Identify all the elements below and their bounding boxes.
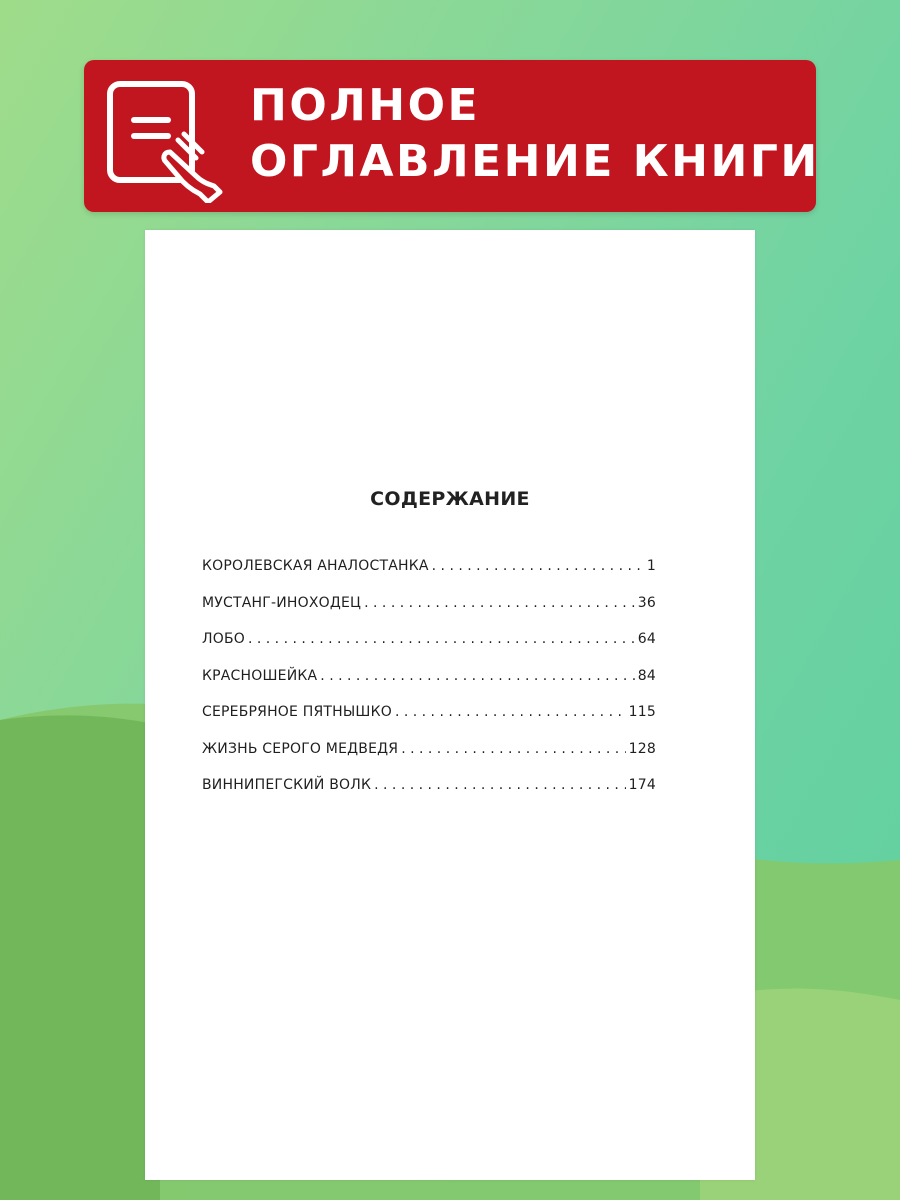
toc-entry-title: ВИННИПЕГСКИЙ ВОЛК (202, 777, 372, 793)
banner-title-line-1: ПОЛНОЕ (250, 80, 481, 131)
toc-entry[interactable] (202, 631, 656, 668)
banner-title (250, 78, 820, 190)
toc-entry-page: 84 (637, 667, 656, 684)
toc-entry[interactable] (202, 704, 656, 741)
header-banner (84, 60, 820, 212)
toc-entry[interactable] (202, 595, 656, 632)
toc-heading: СОДЕРЖАНИЕ (370, 488, 530, 510)
toc-leader-dots (320, 668, 634, 684)
toc-entry-title: ЛОБО (202, 631, 245, 647)
toc-entry-page: 1 (646, 558, 656, 574)
toc-entry[interactable] (202, 668, 656, 705)
toc-leader-dots (364, 595, 635, 611)
toc-leader-dots (374, 777, 626, 793)
toc-entry-page: 128 (628, 740, 656, 757)
toc-leader-dots (248, 631, 635, 647)
toc-list (202, 558, 656, 814)
toc-entry-page: 174 (628, 777, 656, 793)
toc-entry-title: КРАСНОШЕЙКА (202, 667, 318, 684)
document-hand-icon (104, 78, 224, 203)
toc-entry[interactable] (202, 741, 656, 778)
toc-leader-dots (395, 704, 626, 720)
toc-entry-title: МУСТАНГ-ИНОХОДЕЦ (202, 594, 362, 611)
toc-leader-dots (432, 558, 644, 574)
toc-entry-page: 36 (637, 594, 656, 611)
toc-entry-title: СЕРЕБРЯНОЕ ПЯТНЫШКО (202, 704, 392, 720)
toc-entry-title: КОРОЛЕВСКАЯ АНАЛОСТАНКА (202, 558, 429, 574)
toc-entry-page: 64 (637, 631, 656, 647)
toc-leader-dots (401, 741, 625, 757)
book-page (145, 230, 755, 1180)
toc-entry[interactable] (202, 777, 656, 814)
toc-entry-title: ЖИЗНЬ СЕРОГО МЕДВЕДЯ (202, 740, 399, 757)
toc-entry[interactable] (202, 558, 656, 595)
banner-title-line-2: ОГЛАВЛЕНИЕ КНИГИ (250, 136, 820, 187)
toc-entry-page: 115 (628, 704, 656, 720)
